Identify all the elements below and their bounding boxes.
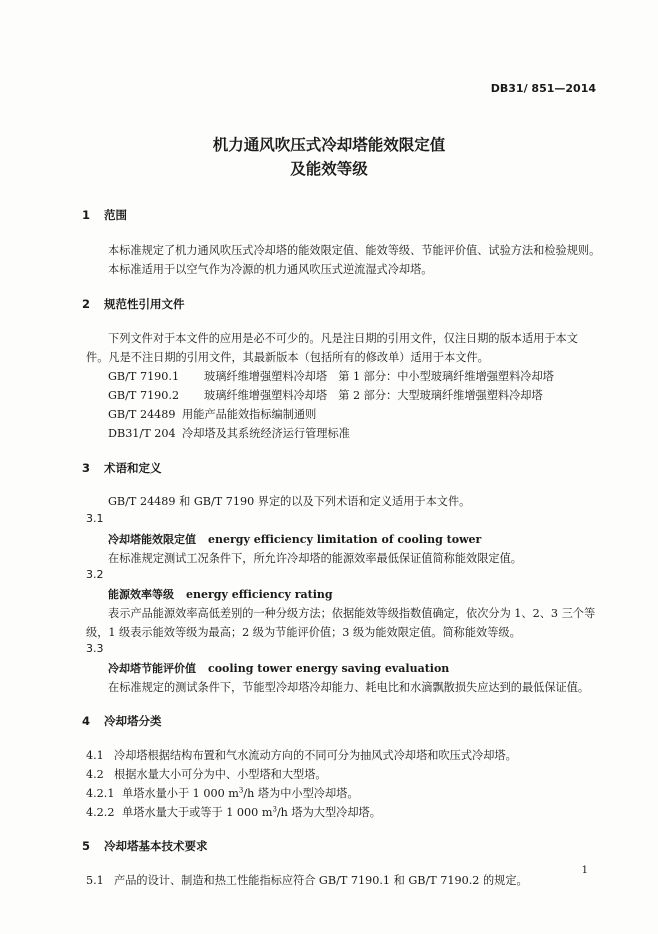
section-2-para-line-1: 下列文件对于本文件的应用是必不可少的。凡是注日期的引用文件，仅注日期的版本适用于本文 [108,332,578,345]
section-1-para-1: 本标准规定了机力通风吹压式冷却塔的能效限定值、能效等级、节能评价值、试验方法和检验规则。 [108,244,601,257]
title-line-1: 机力通风吹压式冷却塔能效限定值 [212,136,446,154]
term-3-2-definition-line-2: 级，1 级表示能效等级为最高；2 级为节能评价值；3 级为能效限定值。简称能效等级。 [86,626,521,639]
term-3-2-definition-line-1: 表示产品能源效率高低差别的一种分级方法；依据能效等级指数值确定，依次分为 1、2、3 三个等 [108,607,596,620]
section-3-intro: GB/T 24489 和 GB/T 7190 界定的以及下列术语和定义适用于本文件。 [108,495,471,508]
term-3-1-definition: 在标准规定测试工况条件下，所允许冷却塔的能源效率最低保证值简称能效限定值。 [108,552,522,565]
reference-item: DB31/T 204 冷却塔及其系统经济运行管理标准 [108,427,350,440]
section-2-heading: 2 规范性引用文件 [82,297,185,311]
reference-item: GB/T 24489 用能产品能效指标编制通则 [108,408,317,421]
section-2-para-line-2: 件。凡是不注日期的引用文件，其最新版本（包括所有的修改单）适用于本文件。 [86,351,489,364]
term-3-2-title: 能源效率等级 energy efficiency rating [108,588,333,601]
section-4-heading: 4 冷却塔分类 [82,714,162,728]
term-3-1-title: 冷却塔能效限定值 energy efficiency limitation of cooling tower [108,533,482,546]
clause-4-2-1: 4.2.1 单塔水量小于 1 000 $m^3/h$ 塔为中小型冷却塔。 [86,786,359,800]
section-1-para-2: 本标准适用于以空气作为冷源的机力通风吹压式逆流湿式冷却塔。 [108,263,433,276]
term-3-2-number: 3.2 [86,568,104,581]
term-3-3-title: 冷却塔节能评价值 cooling tower energy saving evaluation [108,662,450,675]
section-5-heading: 5 冷却塔基本技术要求 [82,839,208,853]
section-1-heading: 1 范围 [82,208,127,222]
title-line-2: 及能效等级 [290,160,368,178]
clause-4-2-2: 4.2.2 单塔水量大于或等于 1 000 $m^3/h$ 塔为大型冷却塔。 [86,805,381,819]
reference-item: GB/T 7190.2 玻璃纤维增强塑料冷却塔 第 2 部分：大型玻璃纤维增强塑料冷却塔 [108,389,543,402]
term-3-3-definition: 在标准规定的测试条件下，节能型冷却塔冷却能力、耗电比和水滴飘散损失应达到的最低保证值。 [108,681,590,694]
term-3-1-number: 3.1 [86,512,104,525]
reference-item: GB/T 7190.1 玻璃纤维增强塑料冷却塔 第 1 部分：中小型玻璃纤维增强塑料冷却塔 [108,370,554,383]
document-code: DB31/ 851—2014 [490,82,596,95]
clause-4-1: 4.1 冷却塔根据结构布置和气水流动方向的不同可分为抽风式冷却塔和吹压式冷却塔。 [86,749,517,762]
clause-4-2: 4.2 根据水量大小可分为中、小型塔和大型塔。 [86,768,327,781]
section-3-heading: 3 术语和定义 [82,461,162,475]
clause-5-1: 5.1 产品的设计、制造和热工性能指标应符合 GB/T 7190.1 和 GB/T 7190.2 的规定。 [86,874,528,887]
page-number: 1 [581,865,588,876]
term-3-3-number: 3.3 [86,642,104,655]
